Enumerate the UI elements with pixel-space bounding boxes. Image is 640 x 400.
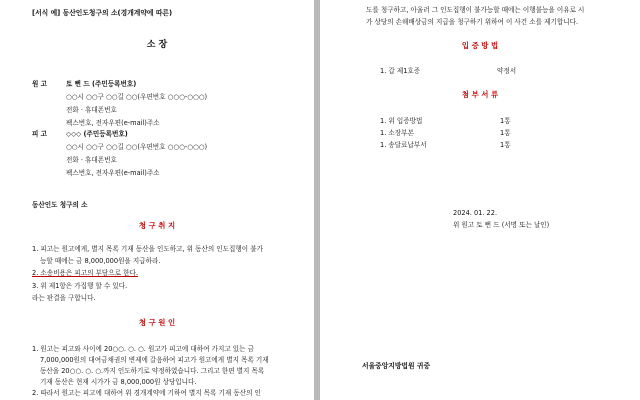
case-name: 동산인도 청구의 소	[32, 201, 88, 209]
attach-item-2: 1. 소장부본	[380, 129, 414, 137]
claim-line-5: 라는 판결을 구합니다.	[32, 294, 96, 302]
defendant-address: ○○시 ○○구 ○○길 ○○(우편번호 ○○○-○○○)	[66, 143, 208, 151]
plaintiff-name: 토 뻔 드 (주민등록번호)	[66, 80, 137, 88]
document-page-right	[320, 0, 640, 400]
document-page-left	[0, 0, 314, 400]
claim-line-4: 3. 위 제1항은 가집행 할 수 있다.	[32, 282, 128, 290]
cause-line-1: 1. 원고는 피고와 사이에 20○○. ○. ○. 원고가 피고에 대하여 가지고 있는 금	[32, 345, 255, 353]
defendant-name: ◇◇◇ (주민등록번호)	[66, 130, 128, 138]
continued-line-2: 가 상당의 손해배상금의 지급을 청구하기 위하여 이 사건 소를 제기합니다.	[366, 18, 579, 26]
header-tag: [서식 예] 동산인도청구의 소(경개계약에 따른)	[32, 9, 173, 17]
attach-count-1: 1통	[500, 117, 511, 125]
plaintiff-address: ○○시 ○○구 ○○길 ○○(우편번호 ○○○-○○○)	[66, 93, 208, 101]
attach-item-3: 1. 송달료납부서	[380, 141, 427, 149]
plaintiff-fax: 팩스번호, 전자우편(e-mail)주소	[66, 119, 160, 127]
claim-line-2: 능할 때에는 금 8,000,000원을 지급하라.	[40, 257, 161, 265]
evidence-desc: 약정서	[497, 67, 517, 75]
evidence-heading: 입 증 방 법	[461, 41, 499, 50]
continued-line-1: 도를 청구하고, 아울러 그 인도집행이 불가능할 때에는 이행불능을 이유로 시	[366, 6, 585, 14]
court-addressee: 서울중앙지방법원 귀중	[362, 362, 431, 370]
cause-line-2: 7,000,000원의 대여금채권의 변제에 갈음하여 피고가 원고에게 별지 목록 기재	[40, 356, 269, 364]
signer-line: 위 원고 토 뻔 드 (서명 또는 날인)	[453, 221, 550, 229]
claim-heading: 청 구 취 지	[138, 221, 176, 230]
cause-heading: 청 구 원 인	[138, 318, 176, 327]
doc-title: 소 장	[146, 40, 168, 50]
cause-line-4: 기재 동산은 현재 시가가 금 8,000,000원 상당입니다.	[40, 378, 197, 386]
cause-line-3: 동산을 20○○. ○. ○.까지 인도하기로 약정하였습니다. 그리고 한편 별지 목록	[40, 367, 265, 375]
attach-count-2: 1통	[500, 129, 511, 137]
attach-count-3: 1통	[500, 141, 511, 149]
plaintiff-role: 원 고	[32, 80, 48, 88]
attach-item-1: 1. 위 입증방법	[380, 117, 423, 125]
attach-heading: 첨 부 서 류	[461, 90, 499, 99]
defendant-fax: 팩스번호, 전자우편(e-mail)주소	[66, 169, 160, 177]
defendant-phone: 전화 · 휴대폰번호	[66, 156, 117, 164]
plaintiff-phone: 전화 · 휴대폰번호	[66, 106, 117, 114]
claim-line-3: 2. 소송비용은 피고의 부담으로 한다.	[32, 269, 138, 277]
evidence-item: 1. 갑 제1호증	[380, 67, 421, 75]
defendant-role: 피 고	[32, 130, 48, 138]
cause-line-5: 2. 따라서 원고는 피고에 대하여 위 경개계약에 기하여 별지 목록 기재 동산의 인	[32, 389, 261, 397]
filing-date: 2024. 01. 22.	[453, 209, 498, 217]
claim-line-1: 1. 피고는 원고에게, 별지 목록 기재 동산을 인도하고, 위 동산의 인도집행이 불가	[32, 245, 263, 253]
